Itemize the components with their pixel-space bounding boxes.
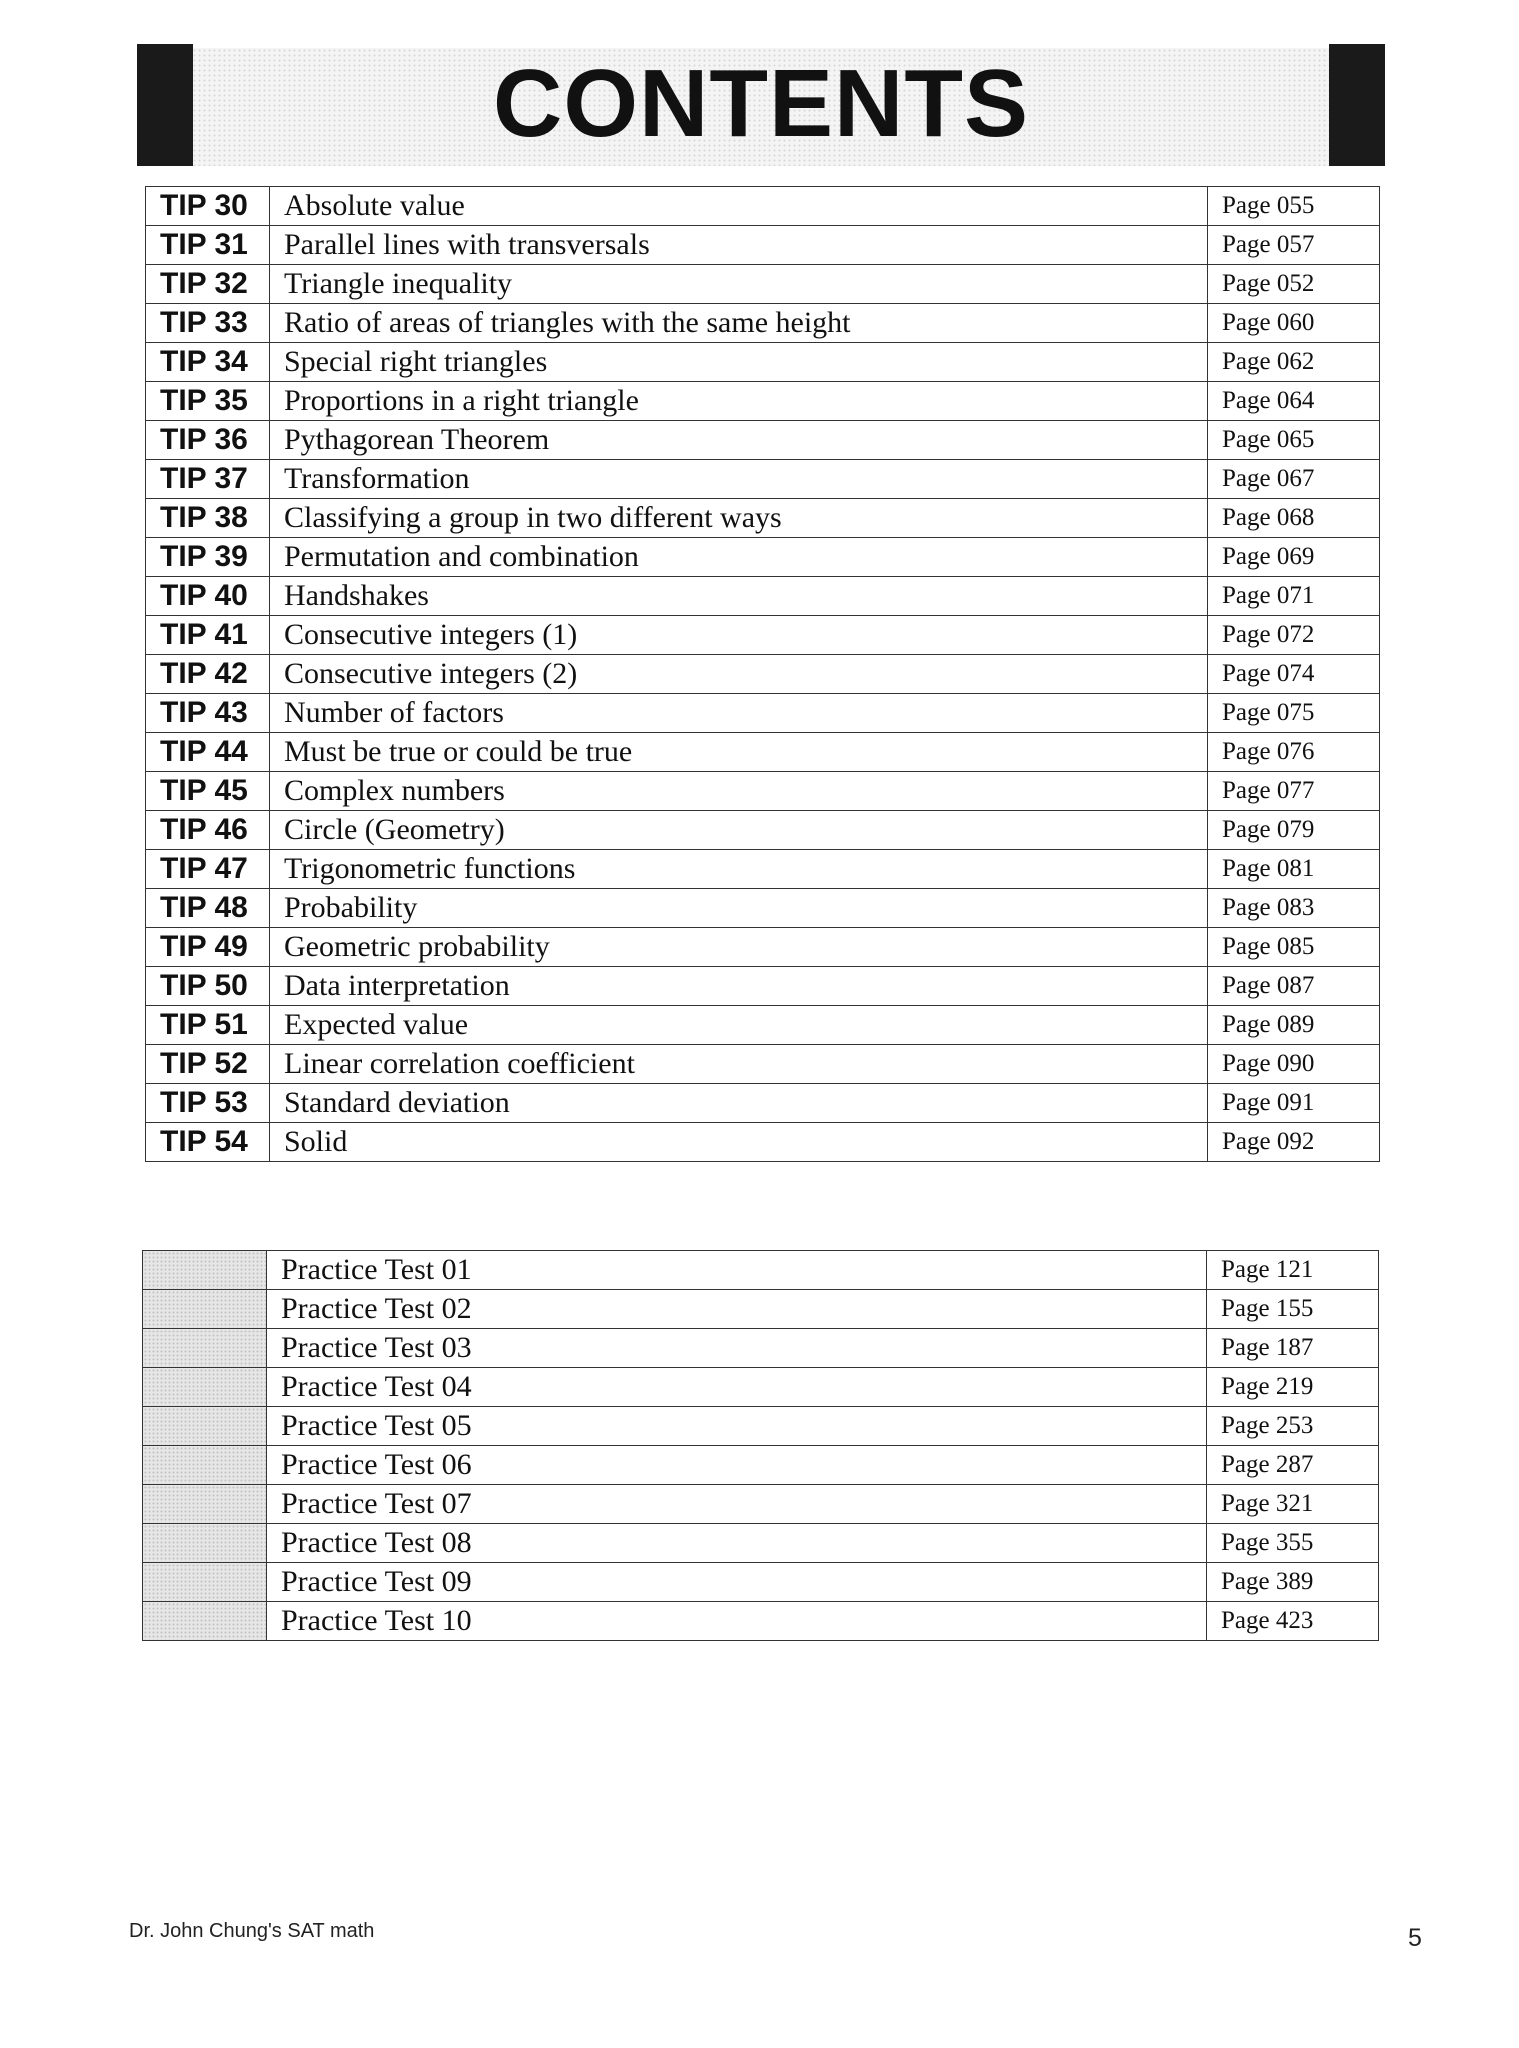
practice-test-page: Page 321 bbox=[1207, 1485, 1379, 1524]
practice-test-page: Page 389 bbox=[1207, 1563, 1379, 1602]
practice-test-page: Page 423 bbox=[1207, 1602, 1379, 1641]
tip-row[interactable] bbox=[146, 226, 1380, 265]
tip-page: Page 092 bbox=[1208, 1123, 1380, 1162]
tip-number: TIP 48 bbox=[146, 889, 270, 928]
tip-number: TIP 43 bbox=[146, 694, 270, 733]
tip-page: Page 072 bbox=[1208, 616, 1380, 655]
practice-test-page: Page 219 bbox=[1207, 1368, 1379, 1407]
practice-test-page: Page 287 bbox=[1207, 1446, 1379, 1485]
tip-page: Page 060 bbox=[1208, 304, 1380, 343]
practice-test-row[interactable] bbox=[143, 1602, 1379, 1641]
tip-page: Page 057 bbox=[1208, 226, 1380, 265]
tip-number: TIP 45 bbox=[146, 772, 270, 811]
tip-page: Page 079 bbox=[1208, 811, 1380, 850]
tip-number: TIP 44 bbox=[146, 733, 270, 772]
tip-number: TIP 31 bbox=[146, 226, 270, 265]
tip-page: Page 085 bbox=[1208, 928, 1380, 967]
tip-number: TIP 38 bbox=[146, 499, 270, 538]
tips-table-body bbox=[146, 187, 1380, 1162]
tip-row[interactable] bbox=[146, 577, 1380, 616]
shaded-cell bbox=[143, 1485, 267, 1524]
practice-test-title: Practice Test 05 bbox=[267, 1407, 1207, 1446]
tip-number: TIP 32 bbox=[146, 265, 270, 304]
tip-row[interactable] bbox=[146, 733, 1380, 772]
tip-topic: Parallel lines with transversals bbox=[270, 226, 1208, 265]
practice-test-title: Practice Test 01 bbox=[267, 1251, 1207, 1290]
practice-test-row[interactable] bbox=[143, 1446, 1379, 1485]
tip-page: Page 083 bbox=[1208, 889, 1380, 928]
tip-page: Page 065 bbox=[1208, 421, 1380, 460]
practice-test-title: Practice Test 02 bbox=[267, 1290, 1207, 1329]
tip-row[interactable] bbox=[146, 1084, 1380, 1123]
tip-row[interactable] bbox=[146, 343, 1380, 382]
tip-row[interactable] bbox=[146, 967, 1380, 1006]
practice-test-row[interactable] bbox=[143, 1407, 1379, 1446]
tip-topic: Geometric probability bbox=[270, 928, 1208, 967]
tip-row[interactable] bbox=[146, 460, 1380, 499]
tip-number: TIP 50 bbox=[146, 967, 270, 1006]
tip-topic: Classifying a group in two different ways bbox=[270, 499, 1208, 538]
practice-test-title: Practice Test 07 bbox=[267, 1485, 1207, 1524]
practice-test-title: Practice Test 06 bbox=[267, 1446, 1207, 1485]
tip-row[interactable] bbox=[146, 1123, 1380, 1162]
tip-page: Page 081 bbox=[1208, 850, 1380, 889]
tip-topic: Standard deviation bbox=[270, 1084, 1208, 1123]
tip-number: TIP 34 bbox=[146, 343, 270, 382]
practice-test-title: Practice Test 08 bbox=[267, 1524, 1207, 1563]
shaded-cell bbox=[143, 1602, 267, 1641]
practice-test-row[interactable] bbox=[143, 1251, 1379, 1290]
shaded-cell bbox=[143, 1563, 267, 1602]
tip-page: Page 089 bbox=[1208, 1006, 1380, 1045]
tip-page: Page 087 bbox=[1208, 967, 1380, 1006]
shaded-cell bbox=[143, 1251, 267, 1290]
tip-number: TIP 51 bbox=[146, 1006, 270, 1045]
practice-tests-table-body bbox=[143, 1251, 1379, 1641]
tip-row[interactable] bbox=[146, 772, 1380, 811]
tip-topic: Circle (Geometry) bbox=[270, 811, 1208, 850]
tip-page: Page 068 bbox=[1208, 499, 1380, 538]
tip-row[interactable] bbox=[146, 187, 1380, 226]
tip-page: Page 074 bbox=[1208, 655, 1380, 694]
tip-number: TIP 41 bbox=[146, 616, 270, 655]
tip-topic: Consecutive integers (2) bbox=[270, 655, 1208, 694]
practice-test-title: Practice Test 03 bbox=[267, 1329, 1207, 1368]
practice-test-row[interactable] bbox=[143, 1563, 1379, 1602]
tip-page: Page 090 bbox=[1208, 1045, 1380, 1084]
tip-topic: Complex numbers bbox=[270, 772, 1208, 811]
tip-row[interactable] bbox=[146, 694, 1380, 733]
practice-tests-table bbox=[142, 1250, 1379, 1641]
tip-topic: Transformation bbox=[270, 460, 1208, 499]
page-title: CONTENTS bbox=[493, 50, 1029, 157]
tip-row[interactable] bbox=[146, 382, 1380, 421]
tip-page: Page 071 bbox=[1208, 577, 1380, 616]
contents-header bbox=[137, 38, 1385, 170]
tip-topic: Trigonometric functions bbox=[270, 850, 1208, 889]
shaded-cell bbox=[143, 1290, 267, 1329]
tip-page: Page 055 bbox=[1208, 187, 1380, 226]
tip-row[interactable] bbox=[146, 1045, 1380, 1084]
tip-row[interactable] bbox=[146, 850, 1380, 889]
practice-test-row[interactable] bbox=[143, 1485, 1379, 1524]
practice-test-title: Practice Test 10 bbox=[267, 1602, 1207, 1641]
tip-topic: Permutation and combination bbox=[270, 538, 1208, 577]
shaded-cell bbox=[143, 1329, 267, 1368]
tip-page: Page 067 bbox=[1208, 460, 1380, 499]
tip-page: Page 077 bbox=[1208, 772, 1380, 811]
tip-number: TIP 47 bbox=[146, 850, 270, 889]
practice-test-page: Page 121 bbox=[1207, 1251, 1379, 1290]
tip-topic: Probability bbox=[270, 889, 1208, 928]
practice-test-row[interactable] bbox=[143, 1524, 1379, 1563]
tip-topic: Handshakes bbox=[270, 577, 1208, 616]
tips-table bbox=[145, 186, 1380, 1162]
tip-number: TIP 52 bbox=[146, 1045, 270, 1084]
practice-test-row[interactable] bbox=[143, 1290, 1379, 1329]
footer-page-number: 5 bbox=[1408, 1924, 1422, 1952]
tip-page: Page 064 bbox=[1208, 382, 1380, 421]
shaded-cell bbox=[143, 1524, 267, 1563]
tip-topic: Consecutive integers (1) bbox=[270, 616, 1208, 655]
tip-page: Page 076 bbox=[1208, 733, 1380, 772]
tip-row[interactable] bbox=[146, 304, 1380, 343]
tip-number: TIP 54 bbox=[146, 1123, 270, 1162]
practice-test-page: Page 355 bbox=[1207, 1524, 1379, 1563]
tip-topic: Linear correlation coefficient bbox=[270, 1045, 1208, 1084]
tip-page: Page 062 bbox=[1208, 343, 1380, 382]
tip-row[interactable] bbox=[146, 811, 1380, 850]
practice-test-page: Page 187 bbox=[1207, 1329, 1379, 1368]
tip-topic: Expected value bbox=[270, 1006, 1208, 1045]
practice-test-row[interactable] bbox=[143, 1329, 1379, 1368]
tip-number: TIP 40 bbox=[146, 577, 270, 616]
tip-row[interactable] bbox=[146, 1006, 1380, 1045]
tip-row[interactable] bbox=[146, 889, 1380, 928]
tip-row[interactable] bbox=[146, 421, 1380, 460]
tip-number: TIP 39 bbox=[146, 538, 270, 577]
tip-topic: Pythagorean Theorem bbox=[270, 421, 1208, 460]
tip-number: TIP 53 bbox=[146, 1084, 270, 1123]
tip-topic: Proportions in a right triangle bbox=[270, 382, 1208, 421]
tip-number: TIP 35 bbox=[146, 382, 270, 421]
tip-page: Page 075 bbox=[1208, 694, 1380, 733]
tip-topic: Number of factors bbox=[270, 694, 1208, 733]
tip-number: TIP 37 bbox=[146, 460, 270, 499]
tip-row[interactable] bbox=[146, 538, 1380, 577]
shaded-cell bbox=[143, 1368, 267, 1407]
tip-row[interactable] bbox=[146, 616, 1380, 655]
tip-page: Page 069 bbox=[1208, 538, 1380, 577]
shaded-cell bbox=[143, 1407, 267, 1446]
practice-test-row[interactable] bbox=[143, 1368, 1379, 1407]
tip-topic: Must be true or could be true bbox=[270, 733, 1208, 772]
tip-topic: Absolute value bbox=[270, 187, 1208, 226]
tip-topic: Data interpretation bbox=[270, 967, 1208, 1006]
tip-topic: Triangle inequality bbox=[270, 265, 1208, 304]
practice-test-page: Page 155 bbox=[1207, 1290, 1379, 1329]
practice-test-title: Practice Test 04 bbox=[267, 1368, 1207, 1407]
tip-topic: Special right triangles bbox=[270, 343, 1208, 382]
tip-row[interactable] bbox=[146, 265, 1380, 304]
tip-number: TIP 46 bbox=[146, 811, 270, 850]
practice-test-page: Page 253 bbox=[1207, 1407, 1379, 1446]
tip-number: TIP 42 bbox=[146, 655, 270, 694]
tip-page: Page 052 bbox=[1208, 265, 1380, 304]
tip-number: TIP 49 bbox=[146, 928, 270, 967]
tip-row[interactable] bbox=[146, 499, 1380, 538]
tip-topic: Solid bbox=[270, 1123, 1208, 1162]
tip-page: Page 091 bbox=[1208, 1084, 1380, 1123]
footer-book-title: Dr. John Chung's SAT math bbox=[129, 1920, 375, 1942]
tip-row[interactable] bbox=[146, 655, 1380, 694]
tip-topic: Ratio of areas of triangles with the same height bbox=[270, 304, 1208, 343]
tip-row[interactable] bbox=[146, 928, 1380, 967]
tip-number: TIP 36 bbox=[146, 421, 270, 460]
practice-test-title: Practice Test 09 bbox=[267, 1563, 1207, 1602]
tip-number: TIP 33 bbox=[146, 304, 270, 343]
tip-number: TIP 30 bbox=[146, 187, 270, 226]
shaded-cell bbox=[143, 1446, 267, 1485]
